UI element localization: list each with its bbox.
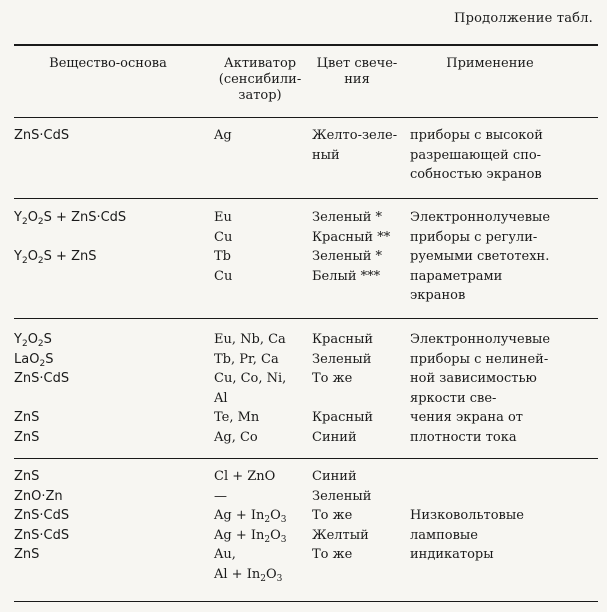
cell-application: Низковольтовые bbox=[410, 508, 524, 523]
cell-application: ной зависимостью bbox=[410, 371, 537, 386]
cell-application: индикаторы bbox=[410, 547, 494, 562]
header-color bbox=[309, 56, 405, 88]
cell-base: $Y_2O_2S$ + ZnS bbox=[14, 249, 97, 266]
cell-activator: Tb, Pr, Ca bbox=[214, 352, 279, 367]
cell-base: ZnS bbox=[14, 469, 40, 484]
cell-activator: Cu, Co, Ni, bbox=[214, 371, 287, 386]
cell-color: То же bbox=[312, 508, 353, 523]
cell-activator: Ag bbox=[214, 128, 232, 143]
cell-activator: Ag, Co bbox=[214, 430, 258, 445]
header-application: Применение bbox=[446, 56, 534, 71]
cell-activator: $Ag + In_2O_3$ bbox=[214, 528, 287, 545]
cell-activator: $Ag + In_2O_3$ bbox=[214, 508, 287, 525]
cell-activator: Te, Mn bbox=[214, 410, 260, 425]
cell-base: ZnO·Zn bbox=[14, 489, 63, 504]
cell-base: ZnS bbox=[14, 430, 40, 445]
cell-color: Зеленый * bbox=[312, 249, 383, 264]
cell-activator: Au, bbox=[214, 547, 236, 562]
header-activator-line-3: затор) bbox=[238, 88, 282, 103]
cell-color: Зеленый bbox=[312, 489, 372, 504]
header-bottom-rule bbox=[14, 117, 598, 118]
header-activator-line-2: (сенсибили- bbox=[218, 72, 302, 87]
cell-base: ZnS bbox=[14, 410, 40, 425]
cell-base: ZnS bbox=[14, 547, 40, 562]
cell-activator: Tb bbox=[214, 249, 231, 264]
cell-base: ZnS·CdS bbox=[14, 528, 70, 543]
cell-base: ZnS·CdS bbox=[14, 508, 70, 523]
cell-application: приборы с нелиней- bbox=[410, 352, 549, 367]
cell-color: Зеленый * bbox=[312, 210, 383, 225]
cell-application: ламповые bbox=[410, 528, 478, 543]
cell-application: Электроннолучевые bbox=[410, 210, 551, 225]
cell-color: Зеленый bbox=[312, 352, 372, 367]
cell-activator: Cl + ZnO bbox=[214, 469, 276, 484]
cell-application: Электроннолучевые bbox=[410, 332, 551, 347]
cell-application: приборы с регули- bbox=[410, 230, 538, 245]
header-color-line-1: Цвет свече- bbox=[316, 56, 398, 71]
group-divider bbox=[14, 318, 598, 319]
cell-color: Красный bbox=[312, 332, 374, 347]
table-bottom-rule bbox=[14, 601, 598, 602]
cell-application: яркости све- bbox=[410, 391, 497, 406]
group-divider bbox=[14, 198, 598, 199]
cell-application: разрешающей спо- bbox=[410, 148, 542, 163]
cell-color: Красный bbox=[312, 410, 374, 425]
table-top-rule bbox=[14, 44, 598, 46]
cell-color: Желто-зеле- bbox=[312, 128, 398, 143]
cell-base: LaO$_2$S bbox=[14, 352, 54, 369]
header-base: Вещество-основа bbox=[49, 56, 167, 71]
cell-application: руемыми светотехн. bbox=[410, 249, 550, 264]
cell-application: приборы с высокой bbox=[410, 128, 543, 143]
header-activator bbox=[210, 56, 310, 104]
header-color-line-2: ния bbox=[344, 72, 370, 87]
cell-activator: Al bbox=[214, 391, 228, 406]
cell-activator: $Al + In_2O_3$ bbox=[214, 567, 283, 584]
cell-activator: Cu bbox=[214, 269, 233, 284]
cell-application: чения экрана от bbox=[410, 410, 523, 425]
cell-color: ный bbox=[312, 148, 340, 163]
cell-application: плотности тока bbox=[410, 430, 517, 445]
cell-color: То же bbox=[312, 547, 353, 562]
cell-application: собностью экранов bbox=[410, 167, 542, 182]
cell-activator: Eu, Nb, Ca bbox=[214, 332, 286, 347]
cell-color: То же bbox=[312, 371, 353, 386]
cell-color: Желтый bbox=[312, 528, 369, 543]
cell-application: экранов bbox=[410, 288, 466, 303]
cell-color: Красный ** bbox=[312, 230, 391, 245]
cell-base: $Y_2O_2S$ bbox=[14, 332, 52, 349]
group-divider bbox=[14, 458, 598, 459]
cell-activator: — bbox=[214, 489, 227, 504]
cell-color: Синий bbox=[312, 469, 357, 484]
cell-application: параметрами bbox=[410, 269, 503, 284]
cell-color: Синий bbox=[312, 430, 357, 445]
cell-base: ZnS·CdS bbox=[14, 128, 70, 143]
cell-color: Белый *** bbox=[312, 269, 381, 284]
continuation-label: Продолжение табл. bbox=[454, 11, 593, 26]
header-activator-line-1: Активатор bbox=[223, 56, 297, 71]
cell-activator: Cu bbox=[214, 230, 233, 245]
cell-base: $Y_2O_2S + ZnS\cdot CdS$ bbox=[14, 210, 127, 227]
cell-base: ZnS·CdS bbox=[14, 371, 70, 386]
cell-activator: Eu bbox=[214, 210, 232, 225]
